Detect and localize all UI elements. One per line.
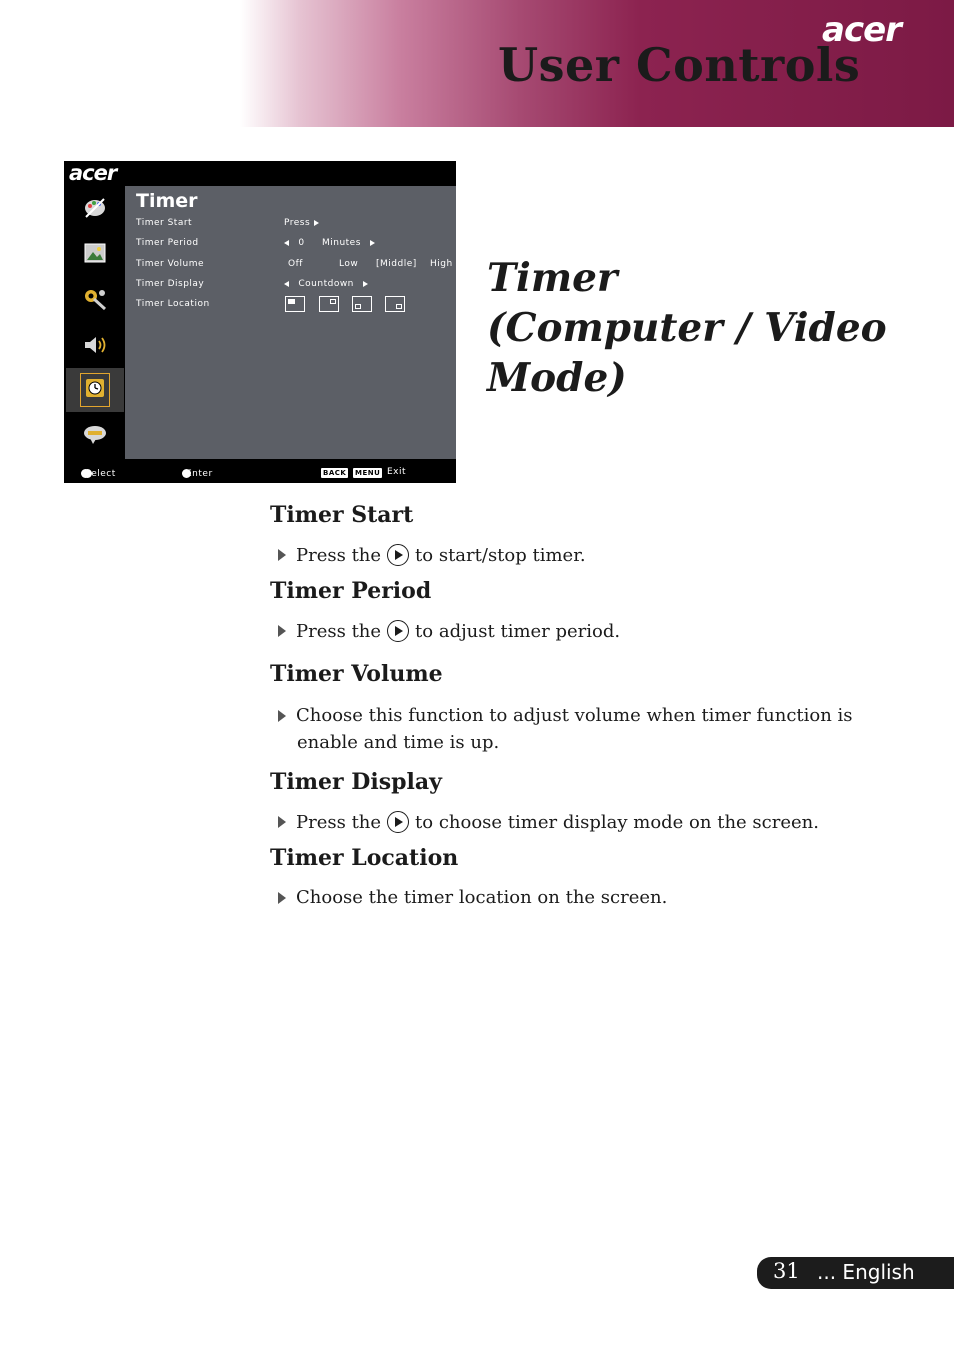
location-marker bbox=[355, 304, 361, 309]
page-title: User Controls bbox=[498, 38, 861, 92]
left-arrow-icon bbox=[284, 281, 289, 287]
section-title-line-3: Mode) bbox=[487, 355, 627, 401]
right-button-icon bbox=[387, 811, 409, 833]
back-key-badge: BACK bbox=[323, 469, 347, 477]
settings-tools-icon bbox=[82, 287, 108, 311]
section-title-line-2: (Computer / Video bbox=[487, 305, 887, 351]
bullet-arrow-icon bbox=[278, 816, 286, 828]
osd-volume-option-middle[interactable]: [Middle] bbox=[376, 259, 417, 269]
osd-volume-option-low[interactable]: Low bbox=[339, 259, 359, 269]
osd-timer-period-unit: Minutes bbox=[321, 238, 361, 248]
desc-timer-period bbox=[278, 620, 620, 642]
section-title bbox=[487, 253, 927, 403]
desc-timer-display bbox=[278, 811, 819, 833]
desc-timer-location bbox=[278, 887, 667, 908]
heading-timer-start: Timer Start bbox=[270, 502, 414, 528]
osd-label-timer-display: Timer Display bbox=[136, 279, 205, 289]
active-item-frame bbox=[80, 373, 110, 407]
desc-text: Choose the timer location on the screen. bbox=[296, 887, 668, 908]
osd-timer-period-value[interactable] bbox=[284, 238, 375, 248]
desc-text-pre: Press the bbox=[296, 544, 382, 566]
osd-brand-logo: acer bbox=[69, 161, 117, 185]
desc-text-line-1: Choose this function to adjust volume when timer function is bbox=[296, 705, 853, 726]
location-marker bbox=[288, 299, 295, 304]
speaker-icon bbox=[82, 334, 108, 356]
osd-timer-display-mode: Countdown bbox=[298, 279, 354, 289]
osd-sidebar-item-language[interactable] bbox=[66, 413, 124, 457]
osd-label-timer-period: Timer Period bbox=[136, 238, 199, 248]
right-arrow-icon bbox=[363, 281, 368, 287]
color-palette-icon bbox=[82, 195, 108, 219]
heading-timer-display: Timer Display bbox=[270, 769, 442, 795]
image-icon bbox=[84, 243, 106, 263]
right-button-icon bbox=[387, 620, 409, 642]
desc-text-post: to start/stop timer. bbox=[415, 544, 586, 566]
page-footer bbox=[757, 1257, 954, 1289]
bullet-arrow-icon bbox=[278, 625, 286, 637]
osd-location-bottom-left[interactable] bbox=[352, 296, 372, 312]
osd-screenshot bbox=[64, 161, 456, 483]
heading-timer-period: Timer Period bbox=[270, 578, 432, 604]
osd-enter-label: Enter bbox=[186, 469, 213, 479]
right-arrow-icon bbox=[370, 240, 375, 246]
bullet-arrow-icon bbox=[278, 892, 286, 904]
right-arrow-icon bbox=[314, 220, 319, 226]
osd-location-top-left[interactable] bbox=[285, 296, 305, 312]
desc-text-post: to choose timer display mode on the screen. bbox=[415, 811, 819, 833]
left-arrow-icon bbox=[284, 240, 289, 246]
right-button-icon bbox=[387, 544, 409, 566]
desc-text-pre: Press the bbox=[296, 620, 382, 642]
bullet-arrow-icon bbox=[278, 549, 286, 561]
language-bubble-icon bbox=[82, 424, 108, 446]
timer-clock-icon bbox=[85, 378, 105, 398]
osd-sidebar-item-image[interactable] bbox=[66, 231, 124, 275]
heading-timer-volume: Timer Volume bbox=[270, 661, 443, 687]
osd-panel-title: Timer bbox=[136, 190, 198, 212]
header-band bbox=[0, 0, 954, 127]
osd-location-bottom-right[interactable] bbox=[385, 296, 405, 312]
osd-sidebar-item-settings[interactable] bbox=[66, 277, 124, 321]
osd-label-timer-location: Timer Location bbox=[136, 299, 210, 309]
osd-timer-period-number: 0 bbox=[298, 238, 305, 248]
desc-text-post: to adjust timer period. bbox=[415, 620, 621, 642]
osd-location-top-right[interactable] bbox=[319, 296, 339, 312]
page-number: 31 bbox=[773, 1259, 800, 1283]
osd-timer-panel bbox=[125, 186, 456, 459]
osd-volume-option-off[interactable]: Off bbox=[288, 259, 303, 269]
desc-text-pre: Press the bbox=[296, 811, 382, 833]
osd-footer bbox=[64, 465, 456, 483]
osd-timer-display-value[interactable] bbox=[284, 279, 368, 289]
heading-timer-location: Timer Location bbox=[270, 845, 459, 871]
brand-logo: acer bbox=[822, 10, 901, 50]
section-title-line-1: Timer bbox=[487, 255, 618, 301]
osd-exit-label: Exit bbox=[387, 467, 407, 477]
osd-label-timer-volume: Timer Volume bbox=[136, 259, 205, 269]
page-language: ... English bbox=[817, 1260, 915, 1284]
location-marker bbox=[330, 299, 336, 304]
menu-key-badge: MENU bbox=[355, 469, 381, 477]
osd-timer-start-value[interactable] bbox=[284, 218, 319, 228]
osd-timer-start-press: Press bbox=[284, 218, 311, 228]
osd-sidebar-item-timer[interactable] bbox=[66, 368, 124, 412]
location-marker bbox=[396, 304, 402, 309]
osd-select-label: Select bbox=[85, 469, 116, 479]
osd-sidebar-item-audio[interactable] bbox=[66, 323, 124, 367]
desc-timer-volume bbox=[278, 705, 853, 726]
osd-sidebar-item-color[interactable] bbox=[66, 185, 124, 229]
bullet-arrow-icon bbox=[278, 710, 286, 722]
desc-timer-start bbox=[278, 544, 586, 566]
osd-volume-option-high[interactable]: High bbox=[430, 259, 453, 269]
osd-label-timer-start: Timer Start bbox=[136, 218, 193, 228]
desc-timer-volume-cont: enable and time is up. bbox=[297, 732, 500, 753]
